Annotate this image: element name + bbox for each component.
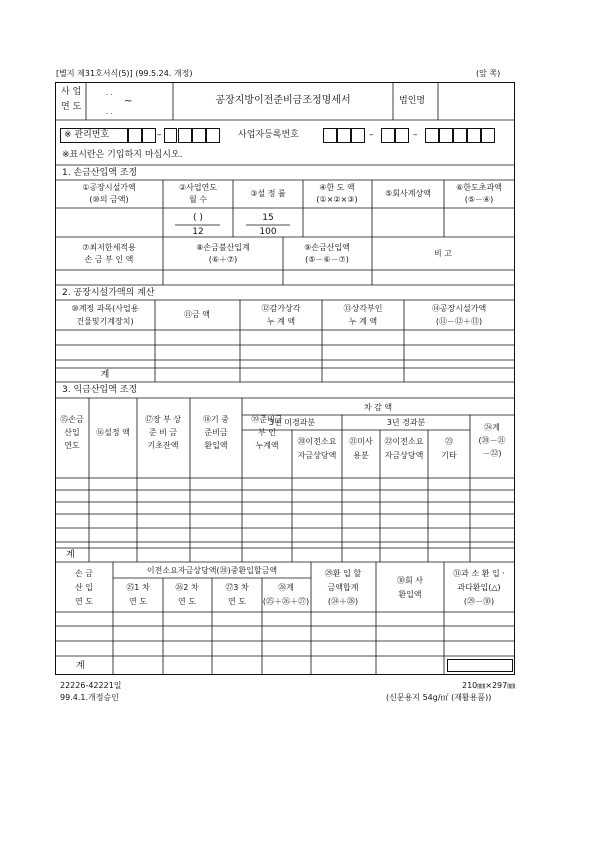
s3b-col-company-reversal: ㉚회 사 — [397, 576, 423, 585]
s2-col-factory-value-sub: (⑪－⑫＋⑬) — [435, 317, 483, 326]
biz-reg-cell[interactable] — [453, 128, 467, 143]
s1-col-factory-value-sub: (⑩의 금액) — [89, 195, 129, 204]
s2-col-depreciation-sub: 누 계 액 — [266, 317, 296, 326]
s3-col-other: ㉓ — [445, 437, 453, 446]
s3-deduction-header: 차 감 액 — [363, 403, 393, 412]
s1-col-min-tax: ⑦최저한세적용 — [82, 243, 136, 252]
s3-col-book-reserve-3: 기초잔액 — [147, 441, 179, 450]
biz-reg-cell[interactable] — [395, 128, 409, 143]
s3-not-past-3yr: 3년 미경과분 — [268, 418, 316, 427]
year-tilde: ~ — [124, 96, 133, 107]
s2-col-denied: ⑬상각부인 — [343, 304, 383, 313]
dash-separator: – — [369, 130, 374, 140]
s3b-col-year2: ㉖2 차 — [175, 583, 199, 592]
s3b-col-company-reversal-2: 환입액 — [398, 590, 422, 599]
biz-reg-cell[interactable] — [425, 128, 439, 143]
footer-form-code: 22226-42221일 — [60, 681, 122, 690]
s1-col-months: ②사업연도 — [178, 183, 218, 192]
s3-past-3yr: 3년 경과분 — [386, 418, 426, 427]
s3b-col-reversal-total-3: (㉔＋㉘) — [327, 597, 359, 606]
mgmt-number-cell[interactable] — [142, 128, 156, 143]
section1-heading: 1. 손금산입액 조정 — [62, 168, 138, 178]
dash-separator: – — [413, 130, 418, 140]
mgmt-number-label: ※ 관리번호 — [64, 130, 110, 140]
s3b-col-sum: ㉘계 — [278, 583, 294, 592]
s3b-col-year1: ㉕1 차 — [126, 583, 150, 592]
mgmt-number-cell[interactable] — [192, 128, 206, 143]
s3b-col-year3: ㉗3 차 — [225, 583, 249, 592]
s2-col-amount: ⑪금 액 — [184, 310, 210, 319]
s3-col-relocation-fund-past-2: 자금상당액 — [384, 451, 424, 460]
s3-col-relocation-fund-past: ㉒이전소요 — [384, 437, 424, 446]
biz-reg-cell[interactable] — [323, 128, 337, 143]
footer-paper-type: (신문용지 54g/㎡ (재활용품)) — [386, 693, 492, 702]
section2-heading: 2. 공장시설가액의 계산 — [62, 288, 155, 298]
s1-col-deductible-sub: (⑤－⑥－⑦) — [305, 255, 349, 264]
s3-col-unused-2: 용분 — [353, 451, 369, 460]
months-denominator: 12 — [192, 227, 204, 237]
s3b-col-year-2: 산 입 — [75, 583, 93, 592]
footer-paper-size: 210㎜×297㎜ — [462, 681, 516, 690]
s1-col-excess: ⑥한도초과액 — [456, 183, 502, 192]
s3-col-year-3: 연도 — [64, 441, 80, 450]
s3-col-relocation-fund-2: 자금상당액 — [297, 451, 337, 460]
rate-numerator: 15 — [262, 213, 274, 223]
s3-col-reversal-2: 준비금 — [204, 428, 228, 437]
rate-denominator: 100 — [259, 227, 277, 237]
business-year-label-2: 연 도 — [61, 102, 82, 112]
biz-reg-cell[interactable] — [337, 128, 351, 143]
s3b-col-year1-2: 연 도 — [129, 597, 147, 606]
s3-col-reversal: ⑱기 중 — [203, 415, 229, 424]
s3-col-deduct-total: ㉔계 — [484, 423, 500, 432]
s1-col-excess-sub: (⑤－④) — [464, 195, 494, 204]
s3b-col-under-over-2: 과다환입(△) — [457, 583, 501, 592]
page-side-label: (앞 쪽) — [476, 69, 501, 78]
dash-separator: – — [157, 130, 162, 140]
s3-col-unused: ㉑미사 — [349, 437, 373, 446]
s3-col-reversal-3: 환입액 — [204, 441, 228, 450]
mgmt-number-cell[interactable] — [164, 128, 177, 143]
s1-col-rate: ③설 정 률 — [250, 189, 286, 198]
s3-col-relocation-fund: ⑳이전소요 — [297, 437, 337, 446]
s3b-col-reversal-total: ㉙환 입 할 — [324, 569, 362, 578]
s2-col-account: ⑩계정 과목(사업용 — [71, 304, 139, 313]
s3-col-book-reserve: ⑰장 부 상 — [144, 415, 182, 424]
s3-col-other-2: 기타 — [441, 451, 457, 460]
s3b-col-under-over-3: (㉙－㉚) — [463, 597, 495, 606]
s2-col-account-sub: 건물및기계장치) — [76, 317, 134, 326]
s1-col-limit-sub: (①×②×③) — [316, 195, 358, 204]
s1-col-company-amount: ⑤회사계상액 — [385, 189, 431, 198]
s3-col-set-amount: ⑯설정 액 — [96, 428, 130, 437]
year-from-date[interactable]: . . — [106, 89, 113, 97]
biz-reg-cell[interactable] — [481, 128, 495, 143]
biz-reg-number-label: 사업자등록번호 — [238, 130, 299, 140]
total-result-box[interactable] — [447, 659, 513, 672]
s3-col-denied-accum-2: 부 인 — [258, 428, 276, 437]
s3b-total-label: 계 — [76, 661, 85, 671]
s1-col-months-sub: 월 수 — [189, 195, 207, 204]
s2-col-depreciation: ⑫감가상각 — [261, 304, 301, 313]
form-number: [별지 제31호서식(5)] (99.5.24. 개정) — [56, 69, 193, 78]
mgmt-number-cell[interactable] — [178, 128, 192, 143]
months-numerator[interactable]: ( ) — [193, 213, 203, 223]
s1-col-min-tax-sub: 손 금 부 인 액 — [84, 255, 134, 264]
s3b-col-year2-2: 연 도 — [178, 597, 196, 606]
s1-col-remarks: 비 고 — [434, 249, 452, 258]
s3-total-label: 계 — [66, 550, 75, 560]
form-title: 공장지방이전준비금조정명세서 — [215, 95, 351, 106]
note-text: ※표시란은 기입하지 마십시오. — [62, 150, 183, 160]
s1-col-nondeductible: ⑧손금불산입계 — [196, 243, 250, 252]
year-to-date[interactable]: . . — [106, 108, 113, 116]
section3-heading: 3. 익금산입액 조정 — [62, 385, 138, 395]
biz-reg-cell[interactable] — [351, 128, 365, 143]
business-year-label-1: 사 업 — [61, 87, 82, 97]
s1-col-nondeductible-sub: (⑥＋⑦) — [208, 255, 238, 264]
s1-col-deductible: ⑨손금산입액 — [304, 243, 350, 252]
s3b-col-reversal-total-2: 금액합계 — [327, 583, 359, 592]
mgmt-number-cell[interactable] — [206, 128, 220, 143]
s2-col-denied-sub: 누 계 액 — [348, 317, 378, 326]
s3-col-deduct-total-3: －㉒) — [482, 449, 502, 458]
s3b-col-sum-2: (㉕＋㉖＋㉗) — [262, 597, 310, 606]
s2-col-factory-value: ⑭공장시설가액 — [431, 304, 487, 313]
s3-col-deduct-total-2: (⑳－㉑ — [478, 436, 506, 445]
s1-col-factory-value: ①공장시설가액 — [82, 183, 136, 192]
s2-total-label: 계 — [100, 370, 110, 380]
s3b-col-under-over: ㉛과 소 환 입 · — [453, 569, 505, 578]
s3b-col-year3-2: 연 도 — [228, 597, 246, 606]
mgmt-number-cell[interactable] — [128, 128, 142, 143]
s3-col-denied-accum: ⑲준비금 — [251, 415, 283, 424]
s1-col-limit: ④한 도 액 — [319, 183, 355, 192]
biz-reg-cell[interactable] — [381, 128, 395, 143]
biz-reg-cell[interactable] — [439, 128, 453, 143]
s3b-col-year-3: 연 도 — [75, 597, 93, 606]
s3-col-denied-accum-3: 누계액 — [255, 441, 279, 450]
s3-col-year: ⑮손금 — [60, 415, 84, 424]
footer-approval: 99.4.1.개정승인 — [60, 693, 119, 702]
s3b-col-year: 손 금 — [75, 569, 93, 578]
biz-reg-cell[interactable] — [467, 128, 481, 143]
s3b-group-header: 이전소요자금상당액(⑳)중환입할금액 — [146, 566, 278, 575]
s3-col-book-reserve-2: 준 비 금 — [148, 428, 178, 437]
corporation-name-label: 법인명 — [399, 96, 426, 106]
s3-col-year-2: 산입 — [64, 428, 80, 437]
